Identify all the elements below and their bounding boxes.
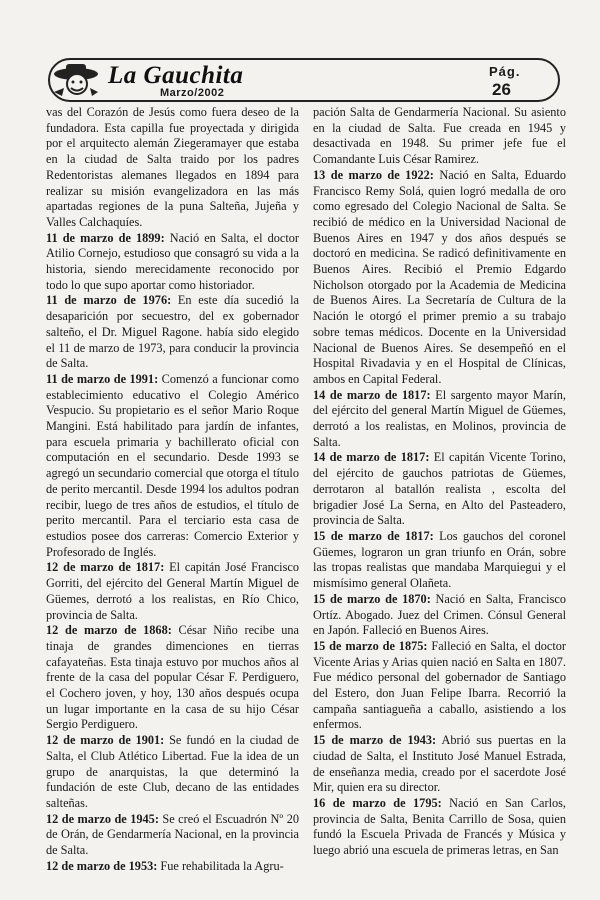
entry: 15 de marzo de 1817: Los gauchos del coronel Güemes, lograron un gran triunfo en Orán, sobre las tropas realistas que mandaba Marquiegui y el mismísimo general Olañeta.	[313, 528, 566, 591]
page-label: Pág.	[489, 64, 521, 79]
entry: 11 de marzo de 1991: Comenzó a funcionar como establecimiento educativo el Colegio Américo Vespucio. Su propietario es el señor Mario Roque Mangini. Está habilitado para jardín de infantes, para escuela primaria y bachillerato oficial con computación en el secundario. Desde 1993 se agregó un secundario comercial que otorga el título de perito mercantil. Desde 1994 los adultos podran recibir, luego de tres años de estudios, el título de perito mercantil. Para el terciario esta casa de estudios posee dos carreras: Comercio Exterior y Profesorado de Inglés.	[46, 371, 299, 559]
entry: 13 de marzo de 1922: Nació en Salta, Eduardo Francisco Remy Solá, quien logró medalla de oro como egresado del Colegio Nacional de Salta. Se recibió de médico en la Universidad Nacional de Buenos Aires en 1947 y dos años después se doctoró en medicina. Se radicó definitivamente en Buenos Aires. Recibió el Premio Edgardo Nicholson otorgado por la Academia de Medicina de Buenos Aires. La Secretaría de Cultura de la Nación le otorgó el primer premio a su trabajo sobre temas médicos. Docente en la Universidad Nacional de Buenos Aires. Se desempeñó en el Hospital Rivadavia y en el Hospital de Clínicas, ambos en Capital Federal.	[313, 167, 566, 386]
entry: 12 de marzo de 1817: El capitán José Francisco Gorriti, del ejército del General Martín Miguel de Güemes, derrotó a los realistas, en Río Chico, provincia de Salta.	[46, 560, 299, 622]
page-number: 26	[492, 80, 511, 99]
entry: 11 de marzo de 1899: Nació en Salta, el doctor Atilio Cornejo, estudioso que consagró su vida a la historia, siendo merecidamente reconocido por todo lo que supo aportar como historiador.	[46, 230, 300, 292]
entry: pación Salta de Gendarmería Nacional. Su asiento en la ciudad de Salta. Fue creada en 1945 y desactivada en 1948. Su primer jefe fue el Comandante Luis César Ramirez.	[313, 105, 566, 167]
entry: 12 de marzo de 1945: Se creó el Escuadrón Nº 20 de Orán, de Gendarmería Nacional, en la provincia de Salta.	[46, 811, 299, 858]
entry: vas del Corazón de Jesús como fuera deseo de la fundadora. Esta capilla fue proyectada y dirigida por el arquitecto alemán Ziegeramayer que estaba en la ciudad de Salta traido por los padres Redentoristas alemanes llegados en 1894 para realizar su misión evangelizadora en las más apartadas regiones de la puna Salteña, Jujeña y Valles Calchaquíes.	[46, 105, 299, 229]
entry: 15 de marzo de 1870: Nació en Salta, Francisco Ortíz. Abogado. Juez del Crimen. Cónsul General en Japón. Falleció en Buenos Aires.	[313, 591, 566, 638]
entry: 12 de marzo de 1868: César Niño recibe una tinaja de grandes dimenciones en tierras cafayateñas. Esta tinaja estuvo por muchos años al frente de la casa del popular César F. Perdiguero, el Cochero joven, y hoy, 130 años después ocupa un lugar importante en la casa de su hijo César Sergio Perdiguero.	[46, 623, 299, 732]
gaucho-logo-icon	[50, 60, 102, 100]
entry: 15 de marzo de 1875: Falleció en Salta, el doctor Vicente Arias y Arias quien nació en Salta en 1807. Fue médico personal del gobernador de Santiago del Estero, don Juan Felipe Ibarra. Recorrió la campaña santiagueña a caballo, asistiendo a los enfermos.	[313, 638, 566, 732]
entry: 16 de marzo de 1795: Nació en San Carlos, provincia de Salta, Benita Carrillo de Sosa, quien fundó la Escuela Privada de Francés y Música y luego abrió una escuela de primeras letras, en San	[313, 795, 566, 858]
right-column	[313, 105, 566, 859]
issue-date: Marzo/2002	[160, 87, 225, 99]
magazine-title: La Gauchita	[108, 62, 244, 89]
left-column	[46, 105, 299, 874]
entry: 14 de marzo de 1817: El sargento mayor Marín, del ejército del general Martín Miguel de Güemes, derrotó a los realistas, en Molinos, provincia de Salta.	[313, 387, 566, 449]
entry: 11 de marzo de 1976: En este día sucedió la desaparición por secuestro, del ex gobernador salteño, el Dr. Miguel Ragone. había sido elegido el 11 de marzo de 1973, para conducir la provincia de Salta.	[46, 293, 299, 371]
entry: 12 de marzo de 1953: Fue rehabilitada la Agru-	[46, 858, 284, 873]
entry: 12 de marzo de 1901: Se fundó en la ciudad de Salta, el Club Atlético Libertad. Fue la idea de un grupo de anarquistas, la que determinó la fundación de este Club, decano de las entidades salteñas.	[46, 733, 299, 810]
entry: 14 de marzo de 1817: El capitán Vicente Torino, del ejército de gauchos patriotas de Güemes, derrotaron al batallón realista , escolta del brigadier José La Serna, en Alto del Pasteadero, provincia de Salta.	[313, 450, 566, 528]
entry: 15 de marzo de 1943: Abrió sus puertas en la ciudad de Salta, el Instituto José Manuel Estrada, de enseñanza media, creado por el sacerdote José Mir, quien era su director.	[313, 733, 566, 795]
